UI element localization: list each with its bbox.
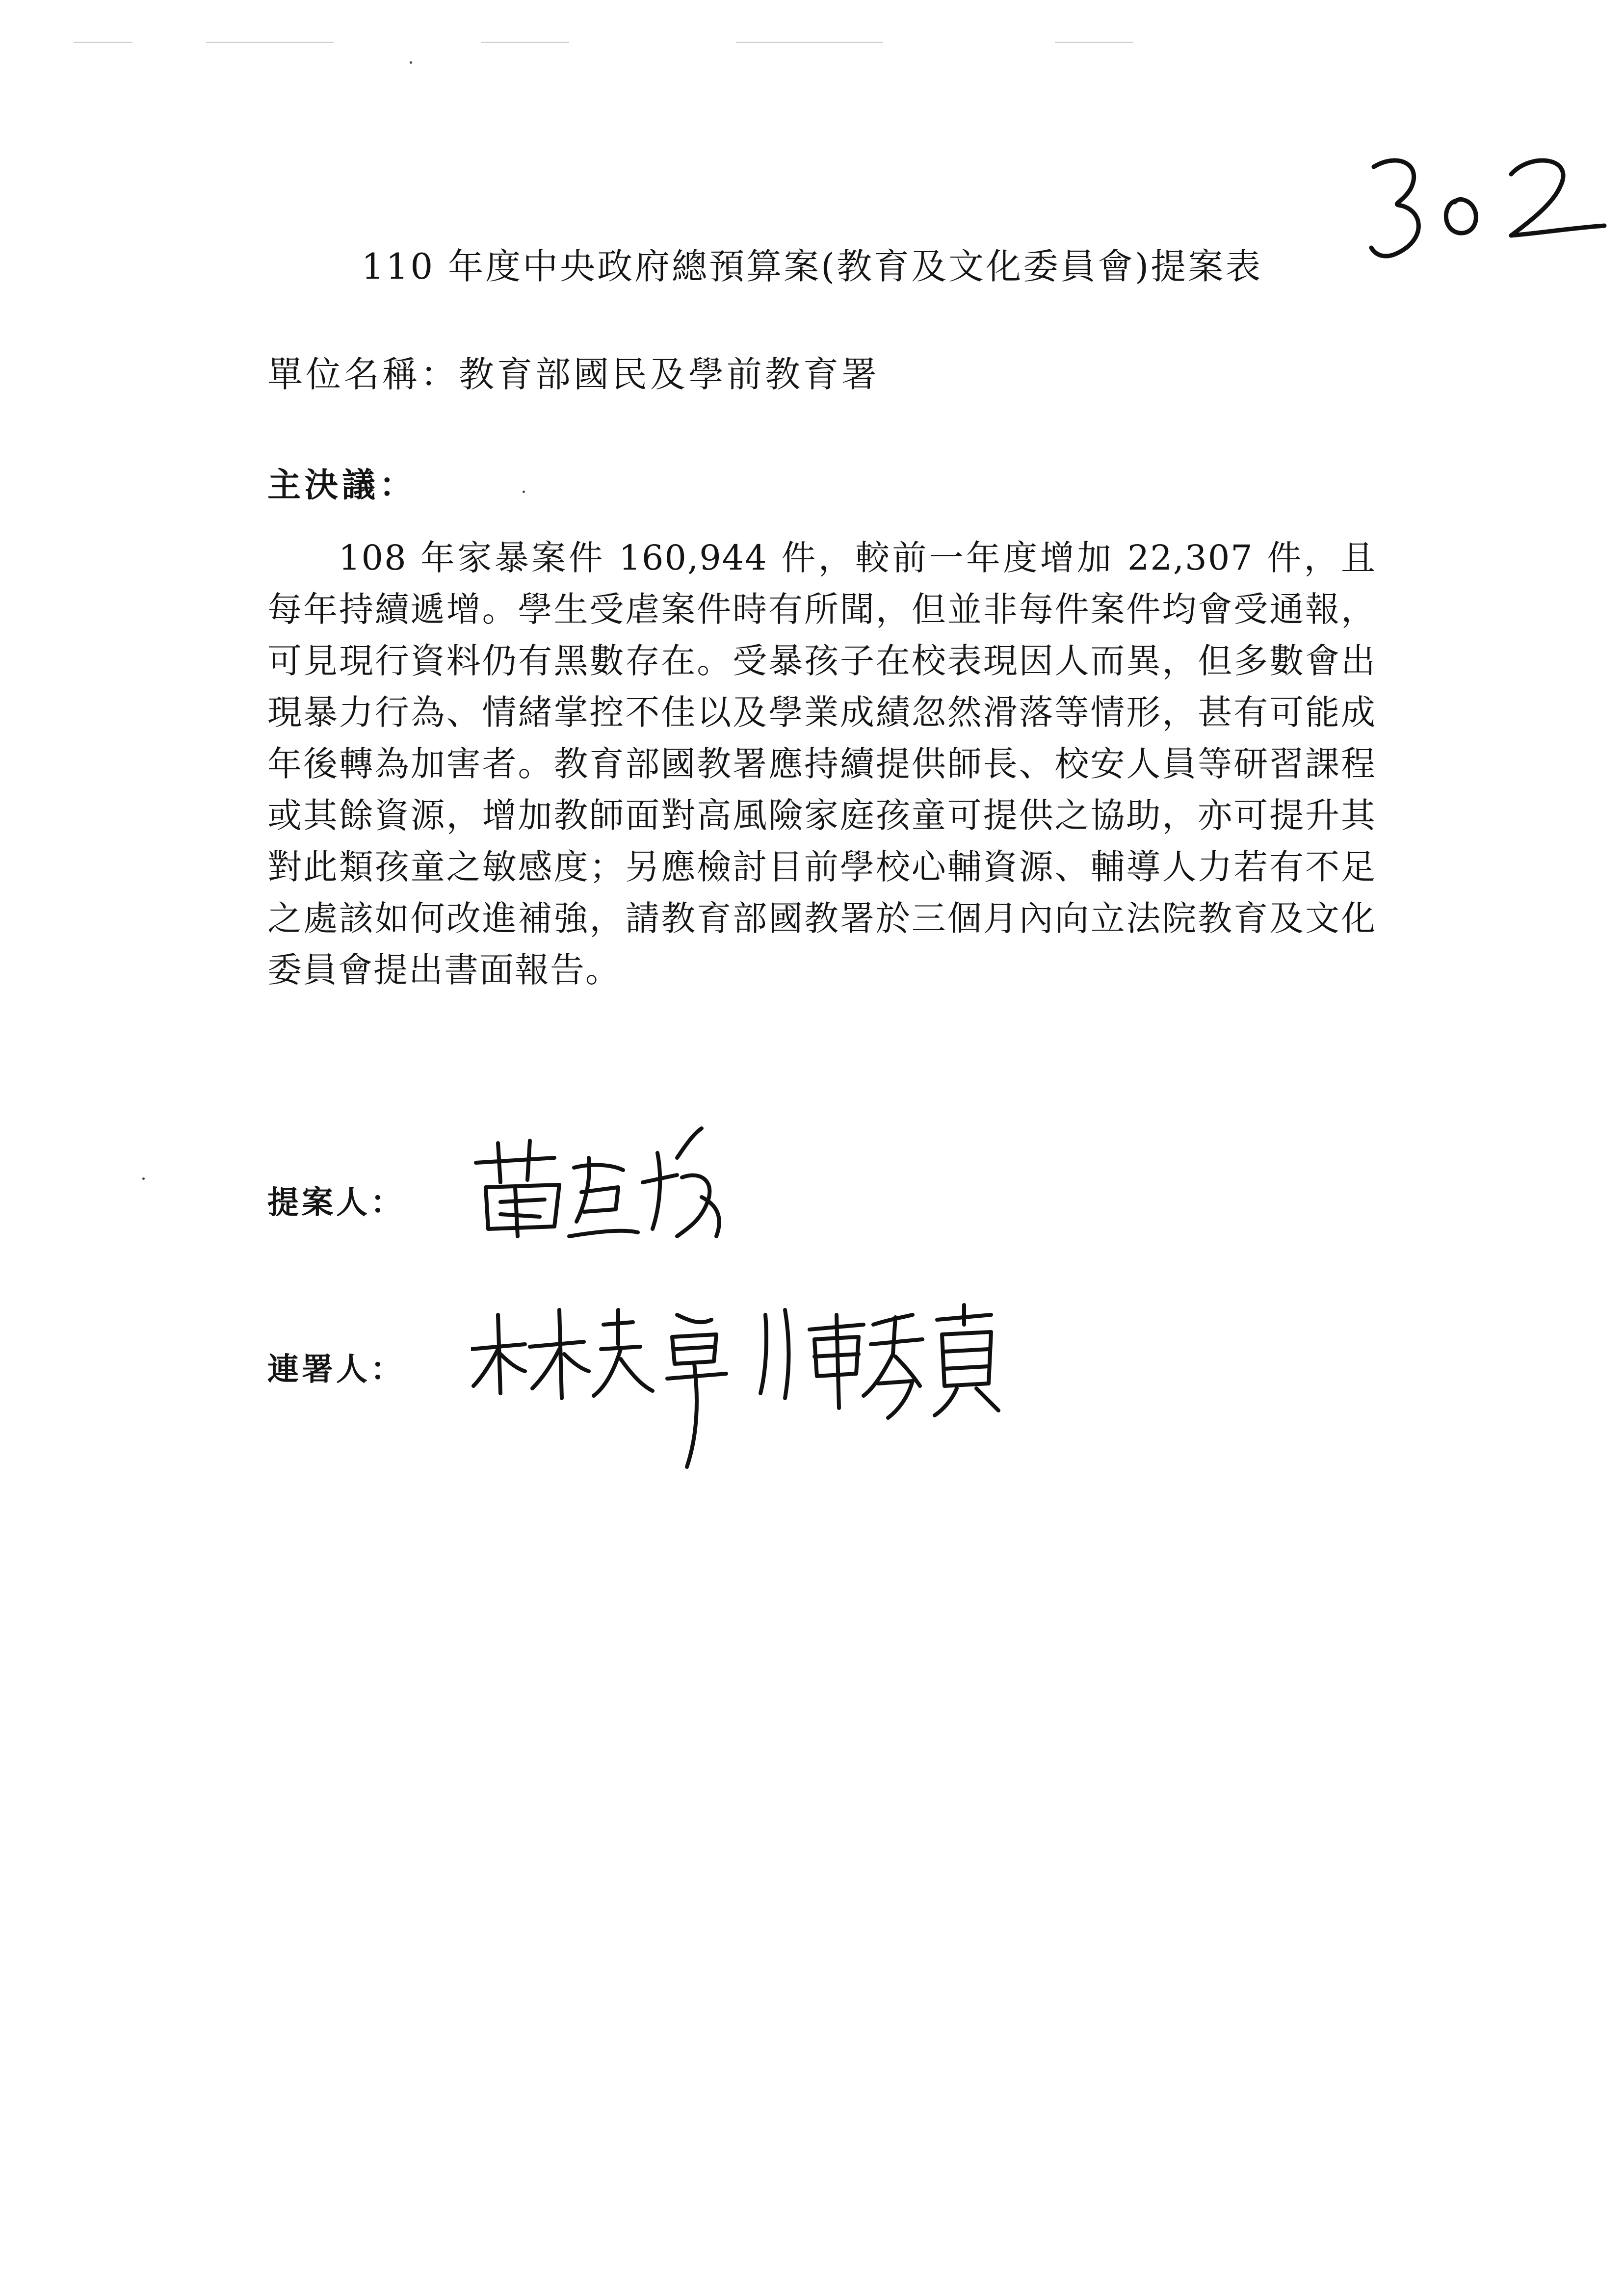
resolution-body: 108 年家暴案件 160,944 件，較前一年度增加 22,307 件，且每年持續遞增。學生受虐案件時有所聞，但並非每件案件均會受通報，可見現行資料仍有黑數存在。受暴孩子在校表現因人而異，但多數會出現暴力行為、情緒掌控不佳以及學業成績忽然滑落等情形，甚有可能成年後轉為加害者。教育部國教署應持續提供師長、校安人員等研習課程或其餘資源，增加教師面對高風險家庭孩童可提供之協助，亦可提升其對此類孩童之敏感度；另應檢討目前學校心輔資源、輔導人力若有不足之處該如何改進補強，請教育部國教署於三個月內向立法院教育及文化委員會提出書面報告。	[267, 538, 1376, 990]
unit-name-value: 教育部國民及學前教育署	[459, 354, 880, 395]
scan-artifact	[206, 42, 334, 43]
unit-name-label: 單位名稱：	[267, 354, 459, 395]
document-title: 110 年度中央政府總預算案(教育及文化委員會)提案表	[361, 246, 1263, 287]
cosigner-signatures	[471, 1295, 1060, 1472]
scan-speck	[523, 491, 525, 493]
scan-artifact	[481, 42, 569, 43]
scan-speck	[142, 1177, 145, 1180]
proposer-label: 提案人：	[267, 1184, 405, 1221]
scan-speck	[410, 61, 412, 64]
proposer-signature	[471, 1123, 746, 1271]
cosigner-label: 連署人：	[267, 1351, 405, 1388]
scan-artifact	[1055, 42, 1133, 43]
resolution-heading: 主決議：	[267, 466, 417, 505]
scan-artifact	[736, 42, 883, 43]
unit-name-line	[267, 346, 880, 397]
scan-artifact	[74, 42, 132, 43]
